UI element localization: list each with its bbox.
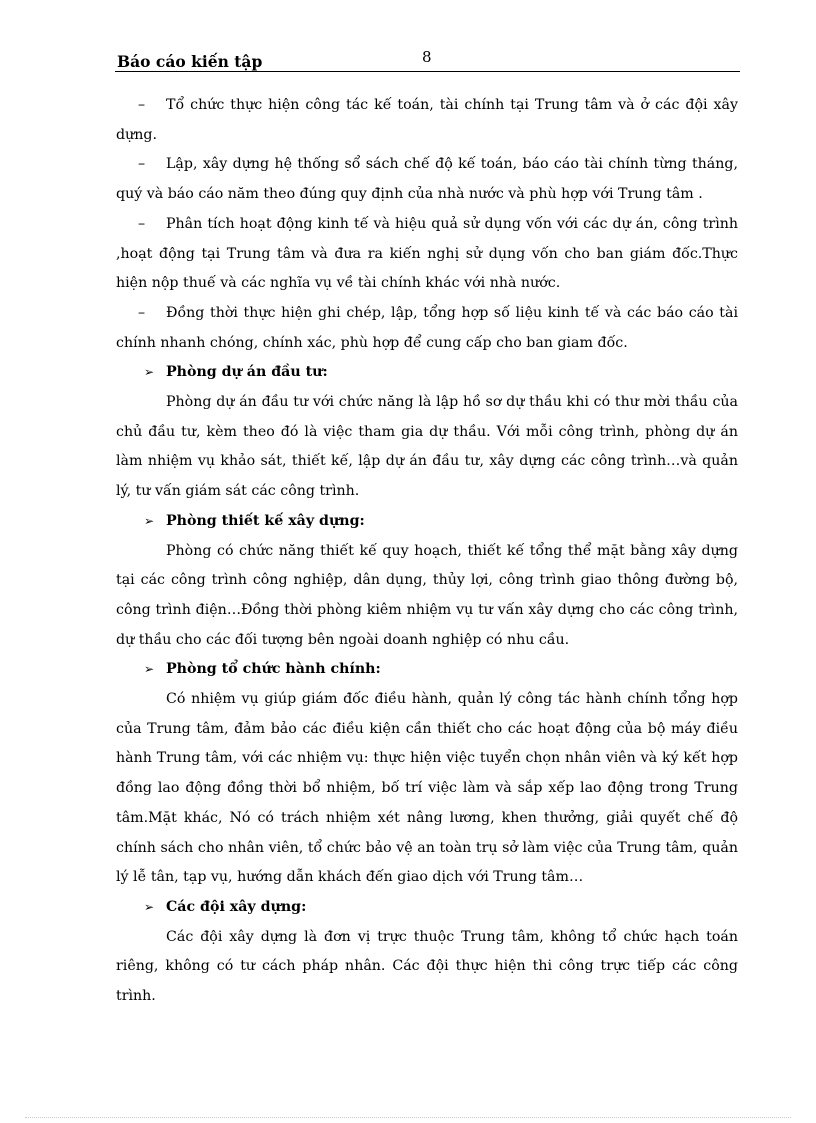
section-heading-text: Phòng dự án đầu tư: (166, 364, 328, 381)
document-title: Báo cáo kiến tập (117, 52, 263, 71)
arrow-bullet-icon: ➢ (144, 513, 155, 528)
bullet-item (116, 210, 738, 299)
section-heading-text: Các đội xây dựng: (166, 898, 307, 915)
section-heading-doi-xay-dung (116, 893, 738, 923)
section-heading-du-an (116, 358, 738, 388)
section-heading-text: Phòng tổ chức hành chính: (166, 661, 381, 678)
bullet-text: Phân tích hoạt động kinh tế và hiệu quả sử dụng vốn với các dự án, công trình ,hoạt động tại Trung tâm và đưa ra kiến nghị sử dụng vốn cho ban giám đốc.Thực hiện nộp thuế và các nghĩa vụ về tài chính khác với nhà nước. (116, 215, 738, 292)
section-paragraph: Phòng dự án đầu tư với chức năng là lập hồ sơ dự thầu khi có thư mời thầu của chủ đầu tư, kèm theo đó là việc tham gia dự thầu. Với mỗi công trình, phòng dự án làm nhiệm vụ khảo sát, thiết kế, lập dự án đầu tư, xây dựng các công trình…và quản lý, tư vấn giám sát các công trình. (116, 394, 738, 500)
bullet-item (116, 150, 738, 209)
arrow-bullet-icon: ➢ (144, 662, 155, 677)
bullet-item (116, 299, 738, 358)
section-paragraph: Các đội xây dựng là đơn vị trực thuộc Trung tâm, không tổ chức hạch toán riêng, không có tư cách pháp nhân. Các đội thực hiện thi công trực tiếp các công trình. (116, 928, 738, 1005)
arrow-bullet-icon: ➢ (144, 365, 155, 380)
page-header (115, 44, 740, 72)
dash-marker: – (138, 156, 146, 173)
arrow-bullet-icon: ➢ (144, 899, 155, 914)
section-heading-thiet-ke (116, 507, 738, 537)
dash-marker: – (138, 215, 146, 232)
section-paragraph: Phòng có chức năng thiết kế quy hoạch, thiết kế tổng thể mặt bằng xây dựng tại các công trình công nghiệp, dân dụng, thủy lợi, công trình giao thông đường bộ, công trình điện…Đồng thời phòng kiêm nhiệm vụ tư vấn xây dựng cho các công trình, dự thầu cho các đối tượng bên ngoài doanh nghiệp có nhu cầu. (116, 542, 738, 648)
document-body (116, 91, 738, 1012)
dash-marker: – (138, 304, 146, 321)
dash-marker: – (138, 97, 146, 113)
bullet-text: Đồng thời thực hiện ghi chép, lập, tổng hợp số liệu kinh tế và các báo cáo tài chính nhanh chóng, chính xác, phù hợp để cung cấp cho ban giam đốc. (116, 304, 738, 351)
bullet-item (116, 91, 738, 150)
section-paragraph: Có nhiệm vụ giúp giám đốc điều hành, quản lý công tác hành chính tổng hợp của Trung tâm, đảm bảo các điều kiện cần thiết cho các hoạt động của bộ máy điều hành Trung tâm, với các nhiệm vụ: thực hiện việc tuyển chọn nhân viên và ký kết hợp đồng lao động đồng thời bổ nhiệm, bố trí việc làm và sắp xếp lao động trong Trung tâm.Mặt khác, Nó có trách nhiệm xét nâng lương, khen thưởng, giải quyết chế độ chính sách cho nhân viên, tổ chức bảo vệ an toàn trụ sở làm việc của Trung tâm, quản lý lễ tân, tạp vụ, hướng dẫn khách đến giao dịch với Trung tâm… (116, 691, 738, 886)
bullet-text: Tổ chức thực hiện công tác kế toán, tài chính tại Trung tâm và ở các đội xây dựng. (116, 97, 738, 143)
page-number: 8 (422, 48, 432, 66)
section-heading-text: Phòng thiết kế xây dựng: (166, 512, 365, 529)
page-bottom-border (25, 1117, 791, 1118)
bullet-text: Lập, xây dựng hệ thống sổ sách chế độ kế toán, báo cáo tài chính từng tháng, quý và báo cáo năm theo đúng quy định của nhà nước và phù hợp với Trung tâm . (116, 156, 738, 203)
section-heading-to-chuc (116, 655, 738, 685)
